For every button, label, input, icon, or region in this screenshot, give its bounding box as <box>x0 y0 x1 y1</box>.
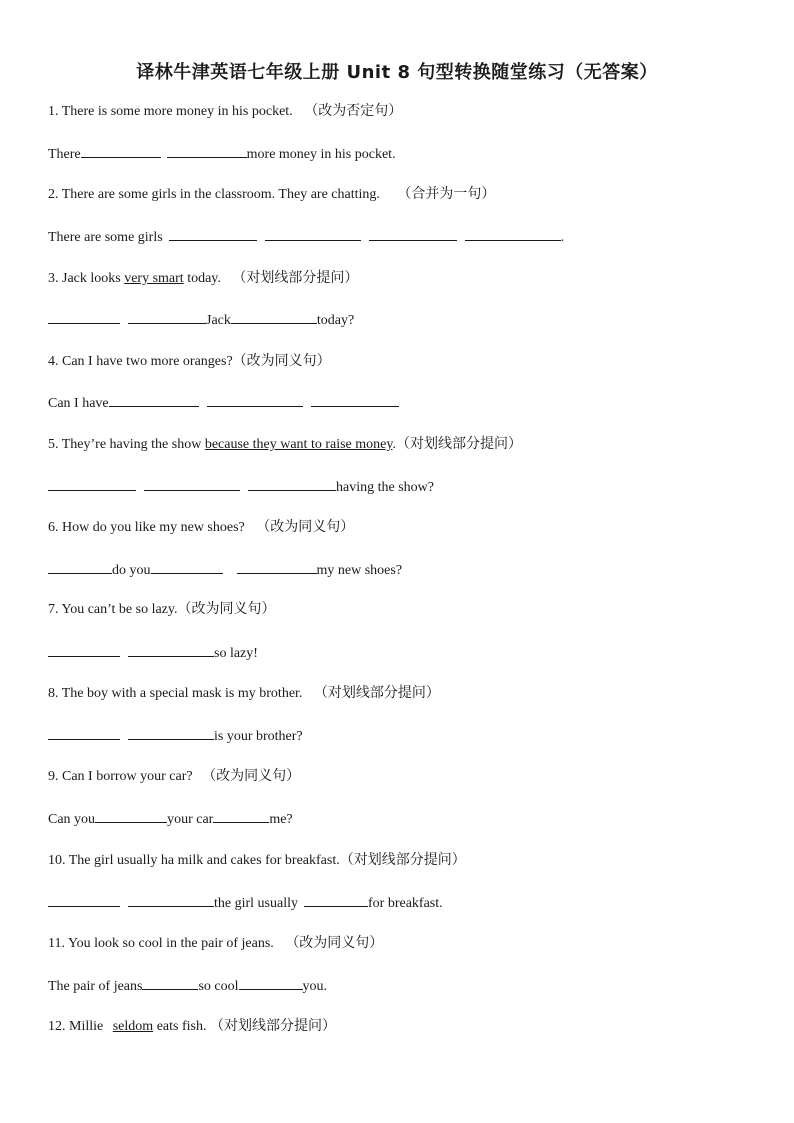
answer-blank[interactable] <box>142 976 198 990</box>
question-text: 9. Can I borrow your car? <box>48 769 193 784</box>
question-text: 6. How do you like my new shoes? <box>48 520 245 535</box>
answer-text: There are some girls <box>48 230 163 245</box>
answer-blank[interactable] <box>109 393 199 407</box>
question-instruction: （对划线部分提问） <box>313 685 440 701</box>
question-9 <box>48 767 300 786</box>
answer-blank[interactable] <box>151 560 223 574</box>
answer-blank[interactable] <box>231 310 317 324</box>
answer-text: is your brother? <box>214 729 303 744</box>
answer-text: more money in his pocket. <box>246 147 396 162</box>
question-text: today. <box>187 271 221 286</box>
underlined-phrase: because they want to raise money <box>204 437 393 452</box>
question-text: 3. Jack looks <box>48 271 121 286</box>
answer-blank[interactable] <box>48 893 120 907</box>
answer-blank[interactable] <box>95 809 167 823</box>
answer-text: so lazy! <box>214 646 258 661</box>
answer-text: so cool <box>198 979 239 994</box>
answer-blank[interactable] <box>48 643 120 657</box>
answer-11 <box>48 976 327 996</box>
answer-text: me? <box>269 812 293 827</box>
answer-text: you. <box>302 979 328 994</box>
question-1 <box>48 102 402 121</box>
answer-10 <box>48 893 443 913</box>
answer-blank[interactable] <box>369 227 457 241</box>
answer-blank[interactable] <box>48 560 112 574</box>
answer-text: my new shoes? <box>316 563 403 578</box>
underlined-phrase: very smart <box>124 271 184 286</box>
underlined-phrase: seldom <box>112 1019 154 1034</box>
answer-text: do you <box>112 563 151 578</box>
question-text: 8. The boy with a special mask is my brother. <box>48 686 303 701</box>
question-instruction: （合并为一句） <box>397 186 496 202</box>
answer-blank[interactable] <box>128 310 206 324</box>
answer-text: having the show? <box>336 480 434 495</box>
question-10 <box>48 851 466 870</box>
answer-blank[interactable] <box>213 809 269 823</box>
answer-blank[interactable] <box>167 144 247 158</box>
answer-5 <box>48 477 434 497</box>
answer-6 <box>48 560 402 580</box>
question-text: 1. There is some more money in his pocket. <box>48 104 293 119</box>
answer-blank[interactable] <box>311 393 399 407</box>
answer-blank[interactable] <box>48 310 120 324</box>
question-text: 5. They’re having the show <box>48 437 202 452</box>
answer-3 <box>48 310 354 330</box>
question-text: eats fish. <box>156 1019 207 1034</box>
question-text: 12. Millie <box>48 1019 104 1034</box>
answer-text: for breakfast. <box>368 896 443 911</box>
answer-4 <box>48 393 399 413</box>
answer-9 <box>48 809 293 829</box>
answer-text: Can you <box>48 812 96 827</box>
question-instruction: （改为同义句） <box>177 601 276 617</box>
answer-1 <box>48 144 396 164</box>
question-instruction: （改为同义句） <box>232 353 331 369</box>
question-8 <box>48 684 440 703</box>
answer-blank[interactable] <box>304 893 368 907</box>
question-instruction: （对划线部分提问） <box>209 1018 336 1034</box>
question-instruction: （改为否定句） <box>304 103 403 119</box>
question-instruction: （改为同义句） <box>285 935 384 951</box>
question-text: 2. There are some girls in the classroom. They are chatting. <box>48 187 380 202</box>
answer-blank[interactable] <box>207 393 303 407</box>
question-text: 11. You look so cool in the pair of jeans. <box>48 936 274 951</box>
answer-blank[interactable] <box>48 726 120 740</box>
answer-blank[interactable] <box>128 643 214 657</box>
question-text: . <box>392 437 396 452</box>
page-title: 译林牛津英语七年级上册 Unit 8 句型转换随堂练习（无答案） <box>136 62 658 83</box>
question-4 <box>48 352 331 371</box>
answer-blank[interactable] <box>128 726 214 740</box>
answer-blank[interactable] <box>239 976 303 990</box>
answer-text: The pair of jeans <box>48 979 143 994</box>
answer-7 <box>48 643 258 663</box>
answer-blank[interactable] <box>265 227 361 241</box>
question-7 <box>48 600 276 619</box>
answer-text: your car <box>167 812 214 827</box>
answer-2 <box>48 227 564 247</box>
question-2 <box>48 185 495 204</box>
question-instruction: （改为同义句） <box>202 768 301 784</box>
question-text: 7. You can’t be so lazy. <box>48 602 178 617</box>
answer-blank[interactable] <box>237 560 317 574</box>
answer-blank[interactable] <box>248 477 336 491</box>
answer-blank[interactable] <box>48 477 136 491</box>
question-11 <box>48 934 383 953</box>
question-3 <box>48 269 358 288</box>
answer-8 <box>48 726 303 746</box>
question-instruction: （改为同义句） <box>256 519 355 535</box>
question-text: 10. The girl usually ha milk and cakes for breakfast. <box>48 853 340 868</box>
answer-text: Jack <box>206 313 231 328</box>
question-12 <box>48 1017 336 1036</box>
answer-text: today? <box>316 313 355 328</box>
question-6 <box>48 518 354 537</box>
answer-blank[interactable] <box>128 893 214 907</box>
answer-blank[interactable] <box>144 477 240 491</box>
answer-text: There <box>48 147 81 162</box>
question-instruction: （对划线部分提问） <box>232 270 359 286</box>
answer-text: . <box>560 230 565 245</box>
answer-blank[interactable] <box>81 144 161 158</box>
answer-text: Can I have <box>48 396 109 411</box>
question-5 <box>48 435 522 454</box>
question-instruction: （对划线部分提问） <box>339 852 466 868</box>
question-text: 4. Can I have two more oranges? <box>48 354 233 369</box>
question-instruction: （对划线部分提问） <box>395 436 522 452</box>
answer-text: the girl usually <box>214 896 298 911</box>
answer-blank[interactable] <box>465 227 561 241</box>
answer-blank[interactable] <box>169 227 257 241</box>
